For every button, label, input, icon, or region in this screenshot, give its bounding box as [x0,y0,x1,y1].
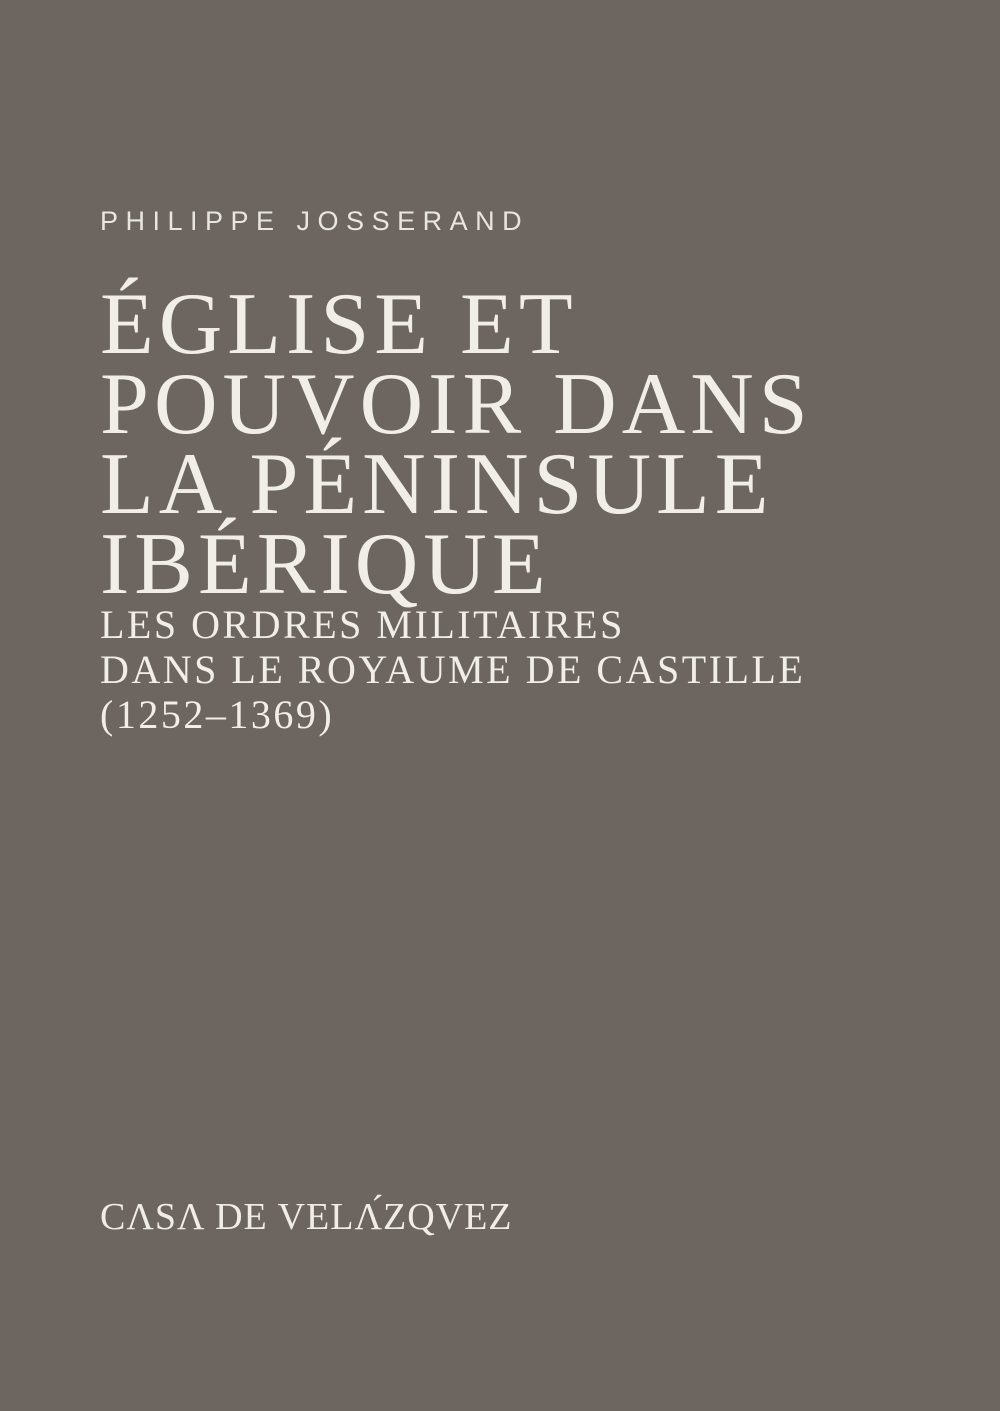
subtitle-line-1: LES ORDRES MILITAIRES [100,602,625,647]
book-title [100,276,813,613]
book-subtitle [100,602,805,737]
author-name: PHILIPPE JOSSERAND [100,206,530,236]
title-line-3: LA PÉNINSULE [100,436,774,533]
subtitle-line-2: DANS LE ROYAUME DE CASTILLE [100,647,806,692]
title-line-2: POUVOIR DANS [100,356,813,453]
subtitle-line-3: (1252–1369) [100,692,335,737]
title-line-4: IBÉRIQUE [100,516,551,613]
title-line-1: ÉGLISE ET [100,276,578,373]
publisher-name: CΛSΛ DE VELΛ́ZQVEZ [100,1196,513,1238]
